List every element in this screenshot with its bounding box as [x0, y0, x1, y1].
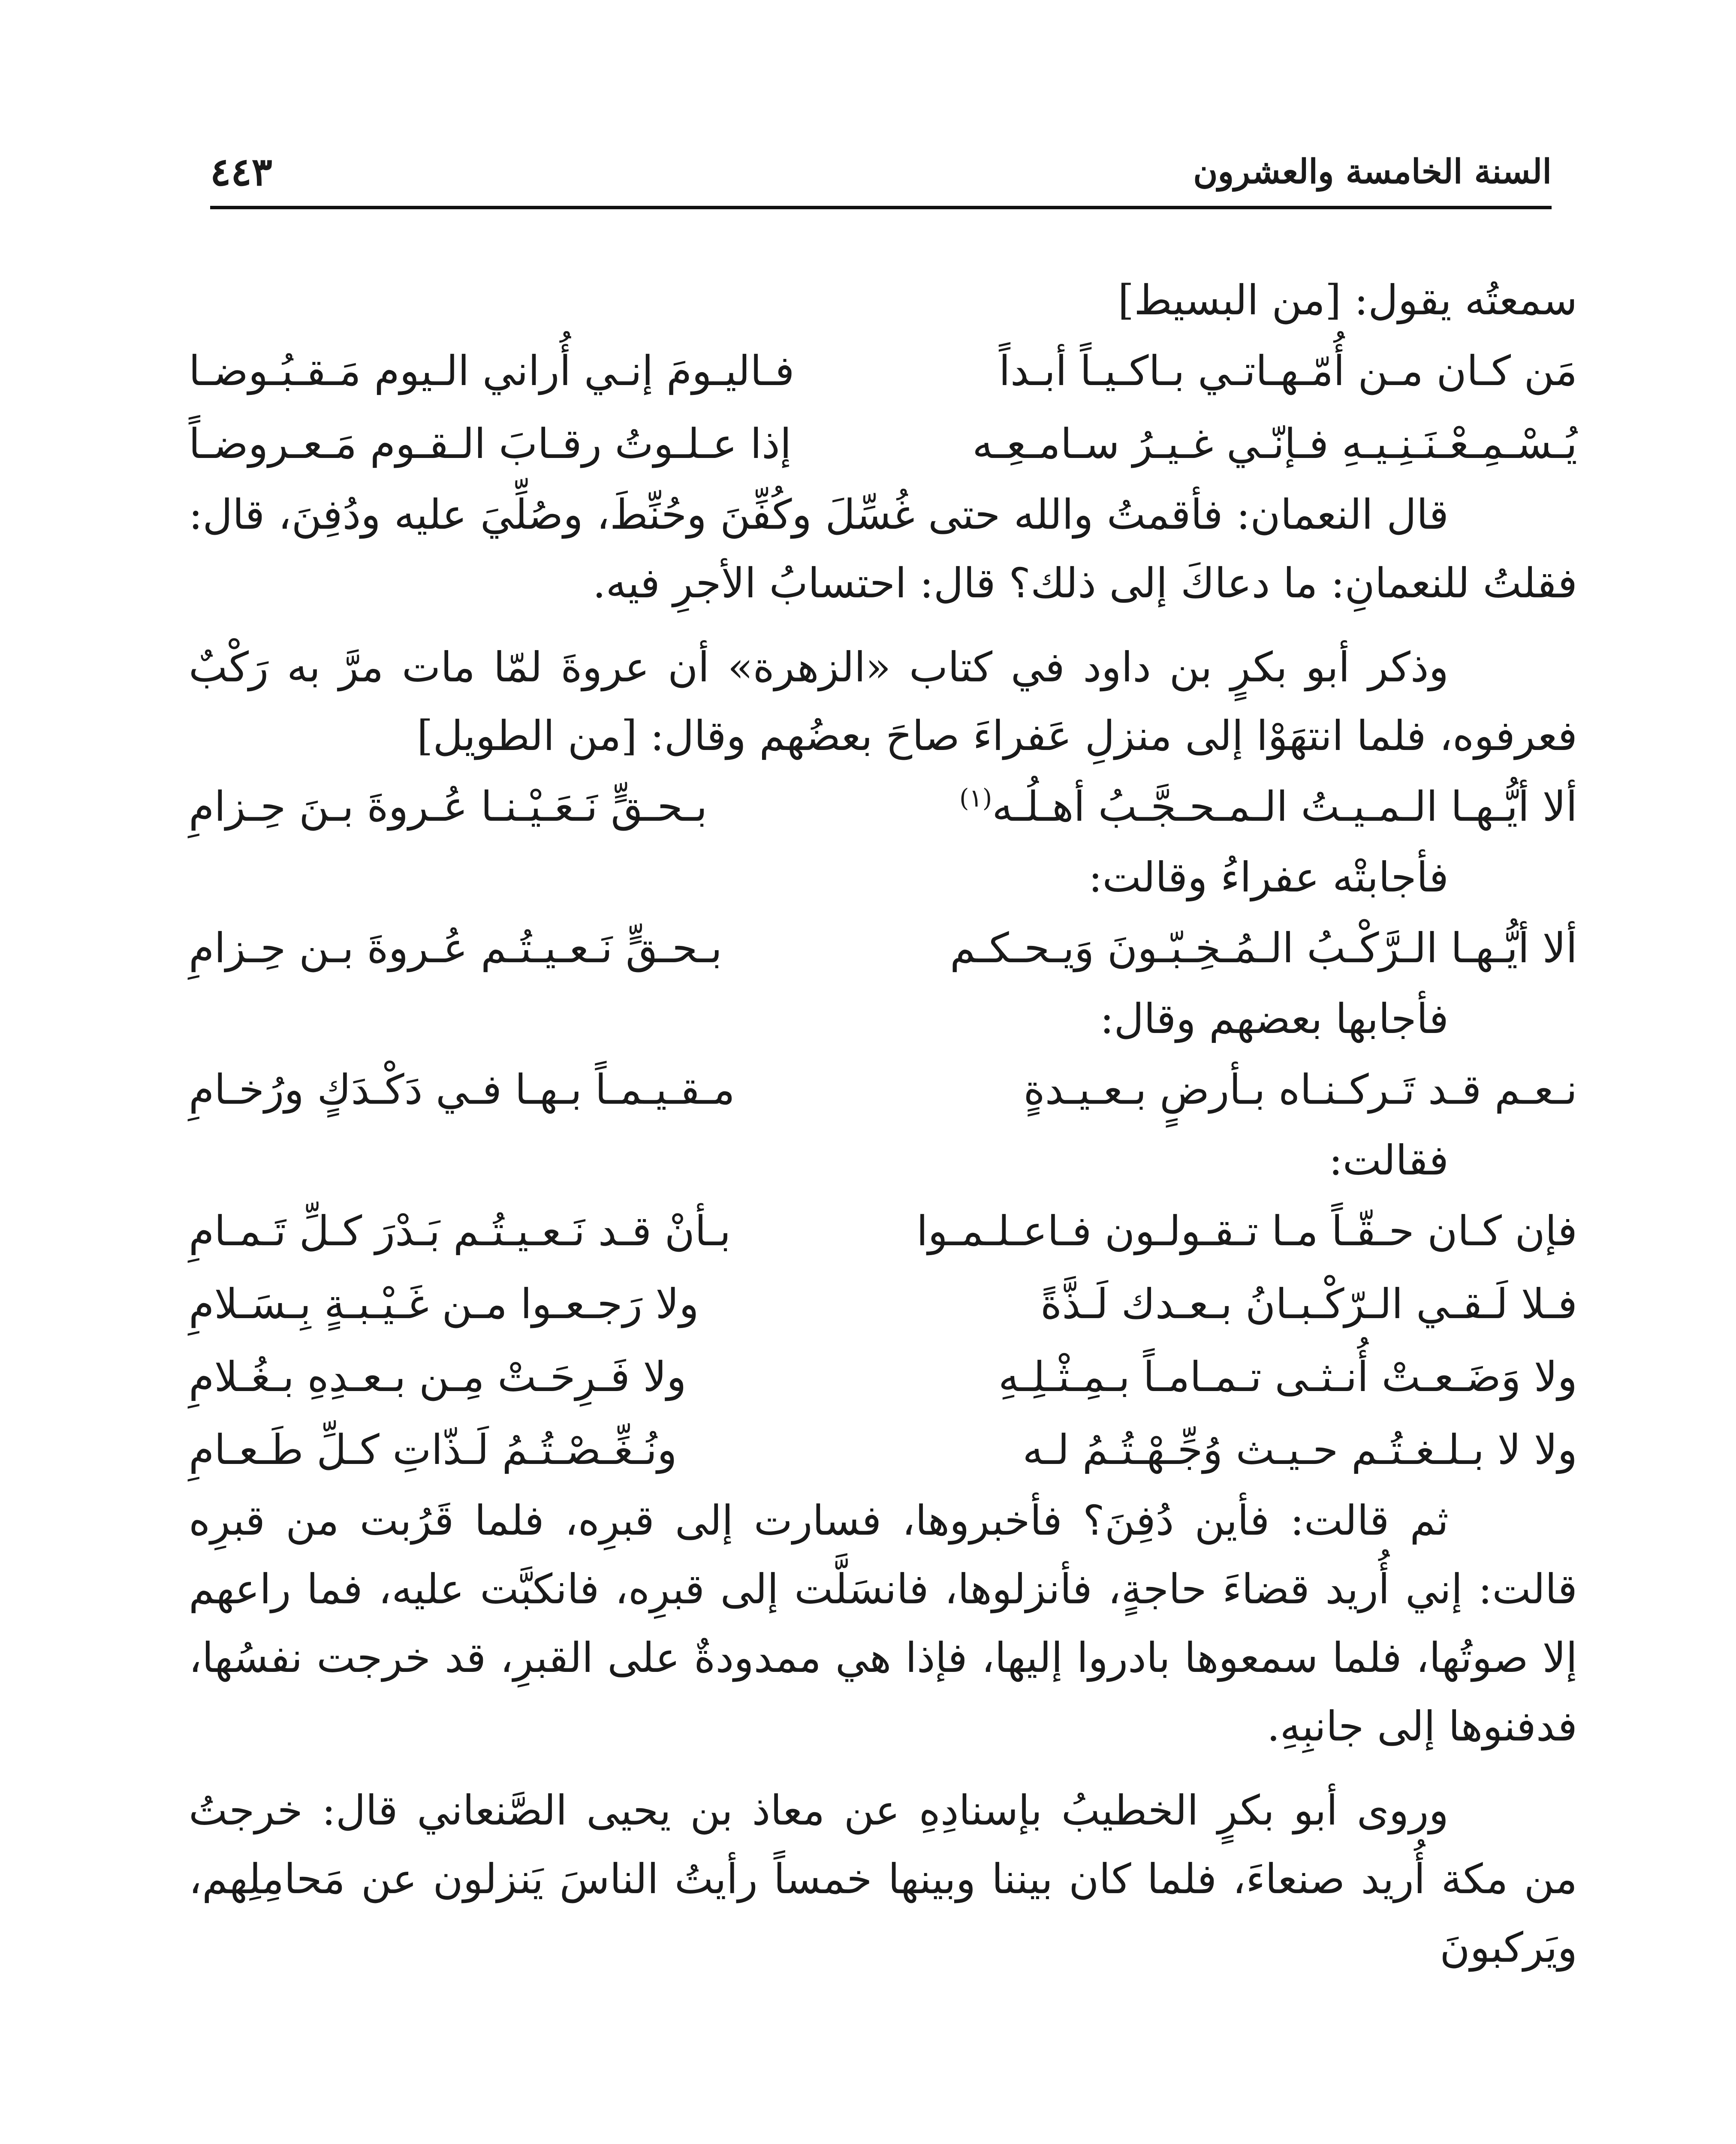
verse-line [189, 1195, 1577, 1268]
verse-first-hemistich: ولا وَضَـعـتْ أُنـثـى تـمـامـاً بـمِـثْـلِـهِ [998, 1353, 1577, 1401]
verse-second-hemistich: إذا عـلـوتُ رقـابَ الـقـوم مَـعـروضـاً [189, 420, 792, 468]
verse-first-hemistich: نـعـم قـد تَـركـنـاه بـأرضٍ بـعـيـدةٍ [1023, 1066, 1577, 1114]
verse-first-hemistich: فـلا لَـقـي الـرّكْـبـانُ بـعـدك لَـذَّةً [1040, 1280, 1577, 1328]
verse-text: ألا أيُّـهـا الـمـيـتُ الـمـحـجَّـبُ أهـلُـه [992, 783, 1577, 831]
verse-first-hemistich: يُـسْـمِـعْـنَـنِـيـهِ فـإنّـي غـيـرُ سـامـعِـه [972, 420, 1577, 468]
verse-second-hemistich: بـحـقٍّ نَـعَـيْـنـا عُـروةَ بـنَ حِـزامِ [189, 783, 708, 831]
verse-first-hemistich [939, 772, 1577, 841]
verse-line [189, 1340, 1577, 1413]
paragraph: وذكر أبو بكرٍ بن داود في كتاب «الزهرة» أن عروةَ لمّا مات مرَّ به رَكْبٌ فعرفوه، فلما انتهَوْا إلى منزلِ عَفراءَ صاحَ بعضُهم وقال: [من الطويل] [189, 643, 1577, 760]
page-header [210, 142, 1552, 209]
verse-second-hemistich: بـأنْ قـد نَـعـيـتُـم بَـدْرَ كـلِّ تَـمـامِ [189, 1207, 731, 1255]
verse-second-hemistich: ونُـغِّـصْـتُـمُ لَـذّاتِ كـلِّ طَـعـامِ [189, 1426, 677, 1474]
intro-line: فأجابها بعضهم وقال: [1100, 995, 1449, 1043]
page-number: ٤٤٣ [210, 149, 273, 195]
verse-second-hemistich: فـاليـومَ إنـي أُراني الـيوم مَـقـبُـوضـا [189, 347, 795, 395]
footnote-mark: (١) [959, 783, 992, 813]
verse-second-hemistich: مـقـيـمـاً بـهـا فـي دَكْـدَكٍ ورُخـامِ [189, 1066, 735, 1114]
verse-line [189, 1413, 1577, 1486]
intro-line: فأجابتْه عفراءُ وقالت: [1088, 853, 1449, 901]
verse-first-hemistich: ولا لا بـلـغـتُـم حـيـث وُجِّـهْـتُـمُ لـه [1022, 1426, 1577, 1474]
intro-line: فقالت: [1329, 1136, 1449, 1184]
verse-line [189, 407, 1577, 480]
verse-first-hemistich: ألا أيُّـهـا الـرَّكْـبُ الـمُـخِـبّـونَ وَيـحـكـم [949, 924, 1577, 972]
verse-second-hemistich: ولا فَـرِحَـتْ مِـن بـعـدِهِ بـغُـلامِ [189, 1353, 687, 1401]
verse-second-hemistich: ولا رَجـعـوا مـن غَـيْـبـةٍ بِـسَـلامِ [189, 1280, 699, 1328]
verse-line [189, 334, 1577, 407]
verse-line [189, 1268, 1577, 1340]
intro-line: سمعتُه يقول: [من البسيط] [1118, 276, 1577, 324]
verse-first-hemistich: مَن كـان مـن أُمّـهـاتـي بـاكـيـاً أبـداً [999, 347, 1577, 395]
verse-line [189, 912, 1577, 985]
paragraph: وروى أبو بكرٍ الخطيبُ بإسنادِهِ عن معاذ بن يحيى الصَّنعاني قال: خرجتُ من مكة أُريد صنعاءَ، فلما كان بيننا وبينها خمساً رأيتُ الناسَ يَنزلون عن مَحامِلِهم، ويَركبونَ [189, 1786, 1577, 1972]
verse-second-hemistich: بـحـقٍّ نَـعـيـتُـم عُـروةَ بـن حِـزامِ [189, 924, 722, 972]
paragraph: ثم قالت: فأين دُفِنَ؟ فأخبروها، فسارت إلى قبرِه، فلما قَرُبت من قبرِه قالت: إني أُريد قضاءَ حاجةٍ، فأنزلوها، فانسَلَّت إلى قبرِه، فانكبَّت عليه، فما راعهم إلا صوتُها، فلما سمعوها بادروا إليها، فإذا هي ممدودةٌ على القبرِ، قد خرجت نفسُها، فدفنوها إلى جانبِهِ. [189, 1497, 1578, 1750]
verse-line [189, 770, 1577, 843]
paragraph: قال النعمان: فأقمتُ والله حتى غُسِّلَ وكُفِّنَ وحُنِّطَ، وصُلِّيَ عليه ودُفِنَ، قال: فقلتُ للنعمانِ: ما دعاكَ إلى ذلك؟ قال: احتسابُ الأجرِ فيه. [189, 491, 1577, 607]
verse-line [189, 1053, 1577, 1126]
running-title: السنة الخامسة والعشرون [1193, 152, 1552, 191]
main-text [189, 266, 1577, 1982]
verse-first-hemistich: فإن كـان حـقّـاً مـا تـقـولـون فـاعـلـمـوا [916, 1207, 1577, 1255]
